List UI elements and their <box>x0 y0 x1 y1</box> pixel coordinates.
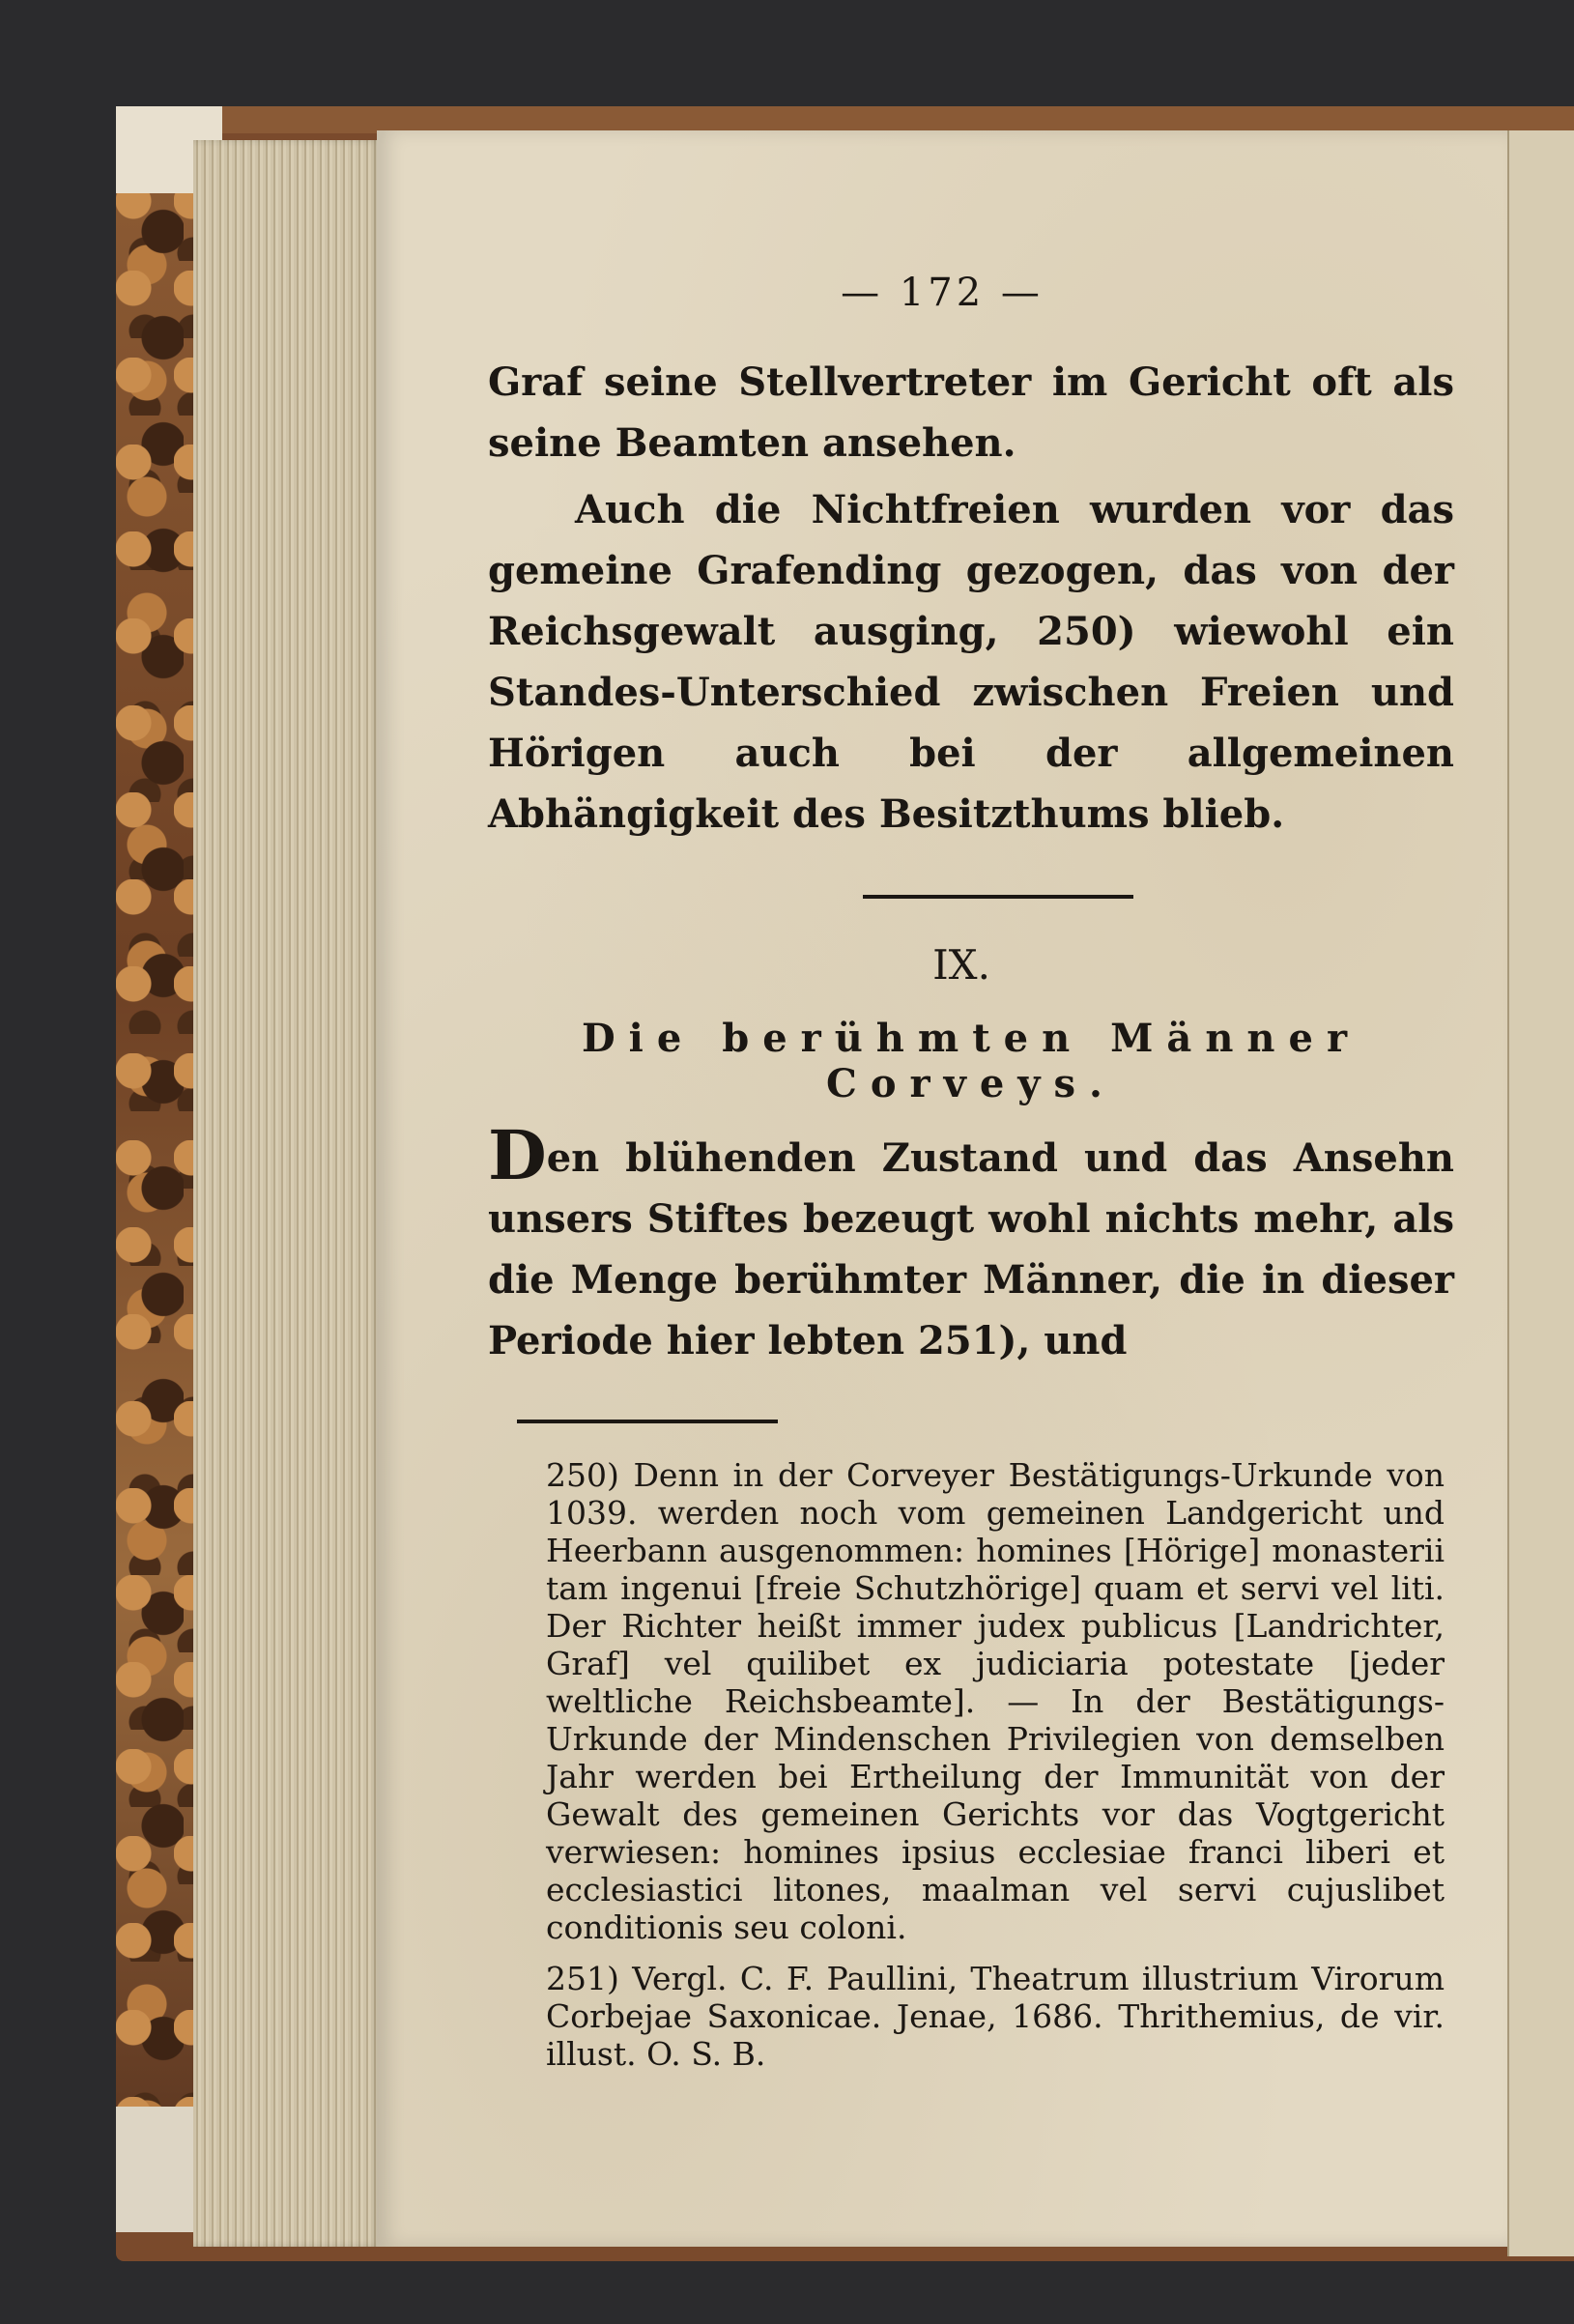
chapter-title: Die berühmten Männer Corveys. <box>581 1016 1361 1106</box>
paragraph: Auch die Nichtfreien wurden vor das gemeine Grafending gezogen, das von der Reichsgewalt ausging, 250) wiewohl ein Standes-Unterschied zwischen Freien und Hörigen auch bei der allgemeinen Abhängigkeit des Besitzthums blieb. <box>488 487 1454 837</box>
footnote-251: 251) Vergl. C. F. Paullini, Theatrum illustrium Virorum Corbejae Saxonicae. Jenae, 1686. Thrithemius, de vir. illust. O. S. B. <box>546 1960 1445 2073</box>
drop-cap: D <box>488 1115 547 1195</box>
facing-page-edge <box>1507 130 1574 2256</box>
cover-edge <box>222 106 1574 133</box>
page-content <box>488 271 1454 2086</box>
chapter-opening-text: en blühenden Zustand und das Ansehn unsers Stiftes bezeugt wohl nichts mehr, als die Menge berühmter Männer, die in dieser Periode hier lebten 251), und <box>488 1135 1454 1363</box>
section-divider <box>863 895 1133 899</box>
page-edges <box>193 140 382 2247</box>
chapter-opening <box>488 1115 1454 1371</box>
page-number: — 172 — <box>841 271 1044 315</box>
paragraph-continued: Graf seine Stellvertreter im Gericht oft als seine Beamten ansehen. <box>488 359 1454 466</box>
chapter-numeral: IX. <box>932 941 990 989</box>
footnote-250: 250) Denn in der Corveyer Bestätigungs-Urkunde von 1039. werden noch vom gemeinen Landgericht und Heerbann ausgenommen: homines [Hörige] monasterii tam ingenui [freie Schutzhörige] quam et servi vel liti. Der Richter heißt immer judex publicus [Landrichter, Graf] vel quilibet ex judiciaria potestate [jeder weltliche Reichsbeamte]. — In der Bestätigungs-Urkunde der Mindenschen Privilegien von demselben Jahr werden bei Ertheilung der Immunität von der Gewalt des gemeinen Gerichts vor das Vogtgericht verwiesen: homines ipsius ecclesiae franci liberi et ecclesiastici litones, maalman vel servi cujuslibet conditionis seu coloni. <box>546 1456 1445 1946</box>
footnote-rule <box>517 1420 778 1423</box>
footnotes <box>488 1456 1454 2073</box>
